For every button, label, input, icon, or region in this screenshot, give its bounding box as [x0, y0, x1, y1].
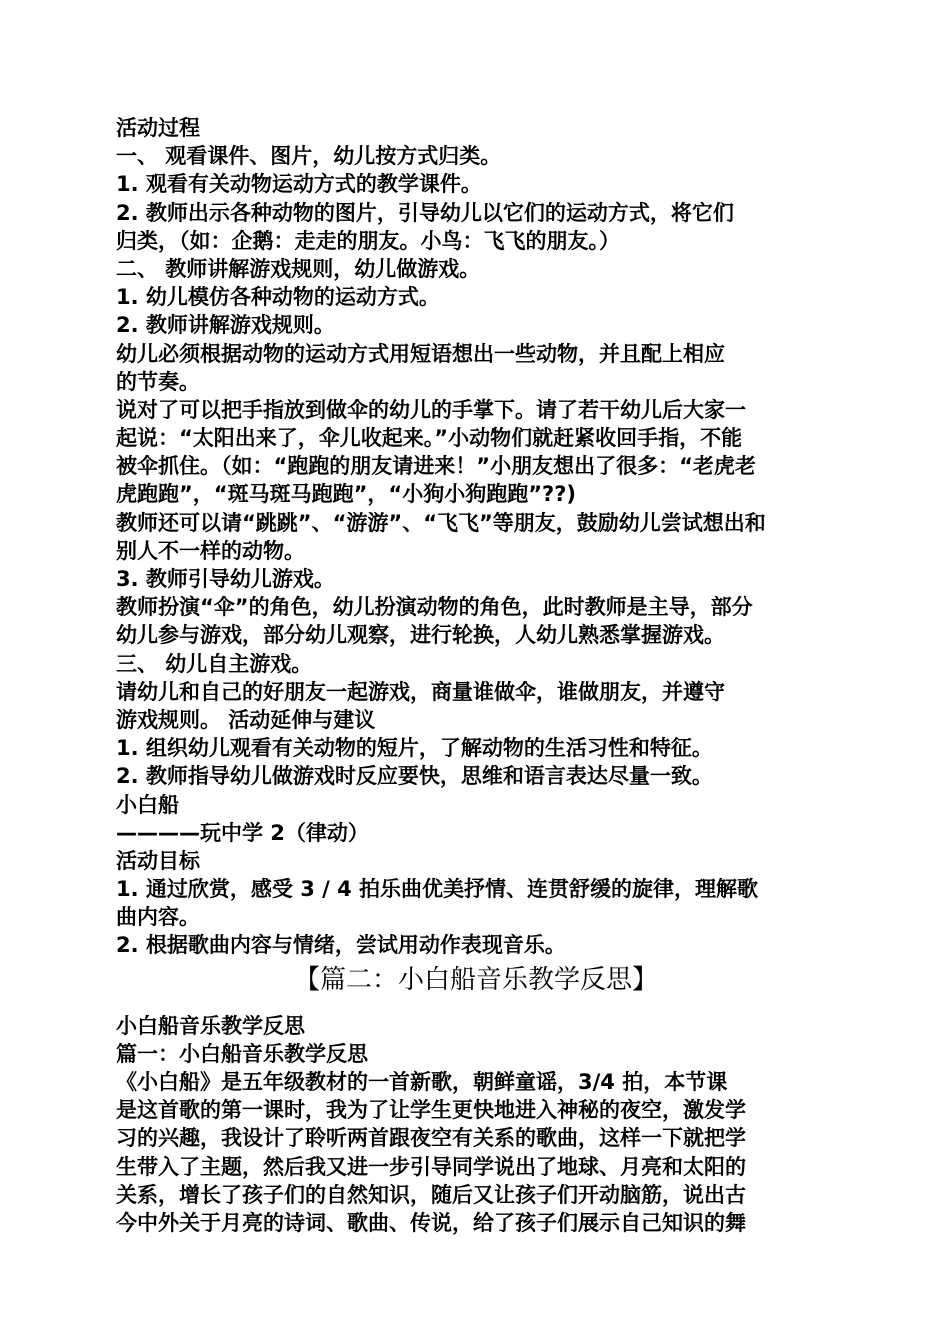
text-line: 教师还可以请“跳跳”、“游游”、“飞飞”等朋友，鼓励幼儿尝试想出和 [116, 510, 766, 535]
section-part1 [116, 114, 836, 960]
text-line: 3. 教师引导幼儿游戏。 [116, 567, 335, 591]
text-line: 篇一：小白船音乐教学反思 [116, 1041, 368, 1066]
text-line: 《小白船》是五年级教材的一首新歌，朝鲜童谣，3/4 拍，本节课 [116, 1070, 728, 1094]
text-line: 是这首歌的第一课时，我为了让学生更快地进入神秘的夜空，激发学 [116, 1098, 746, 1123]
text-line: 2. 根据歌曲内容与情绪，尝试用动作表现音乐。 [116, 933, 566, 958]
text-line: 虎跑跑”，“斑马斑马跑跑”，“小狗小狗跑跑”??) [116, 482, 576, 507]
text-line: 请幼儿和自己的好朋友一起游戏，商量谁做伞，谁做朋友，并遵守 [116, 679, 725, 704]
text-line: 教师扮演“伞”的角色，幼儿扮演动物的角色，此时教师是主导，部分 [116, 595, 753, 620]
section-part2 [116, 1012, 836, 1238]
text-line: 今中外关于月亮的诗词、歌曲、传说，给了孩子们展示自己知识的舞 [116, 1210, 746, 1235]
text-line: 的节奏。 [116, 369, 200, 394]
text-line: 一、 观看课件、图片，幼儿按方式归类。 [116, 144, 502, 169]
text-line: 幼儿必须根据动物的运动方式用短语想出一些动物，并且配上相应 [116, 341, 725, 366]
section-heading: 【篇二：小白船音乐教学反思】 [293, 964, 658, 995]
text-line: 说对了可以把手指放到做伞的幼儿的手掌下。请了若干幼儿后大家一 [116, 397, 746, 422]
text-line: 1. 观看有关动物运动方式的教学课件。 [116, 172, 482, 197]
text-line: 起说：“太阳出来了，伞儿收起来。”小动物们就赶紧收回手指，不能 [116, 426, 743, 451]
document-page [116, 114, 836, 1237]
text-line: 游戏规则。 活动延伸与建议 [116, 707, 376, 732]
text-line: 被伞抓住。（如：“跑跑的朋友请进来！”小朋友想出了很多：“老虎老 [116, 454, 756, 479]
text-line: 习的兴趣，我设计了聆听两首跟夜空有关系的歌曲，这样一下就把学 [116, 1126, 746, 1151]
text-line: 活动过程 [116, 116, 200, 140]
text-line: 二、 教师讲解游戏规则，幼儿做游戏。 [116, 256, 481, 281]
text-line: 2. 教师指导幼儿做游戏时反应要快，思维和语言表达尽量一致。 [116, 764, 713, 789]
text-line: 1. 通过欣赏，感受 3 / 4 拍乐曲优美抒情、连贯舒缓的旋律，理解歌 [116, 877, 759, 902]
text-line: 三、 幼儿自主游戏。 [116, 651, 313, 676]
text-line: 别人不一样的动物。 [116, 538, 305, 563]
text-line: 活动目标 [116, 848, 200, 873]
text-line: 生带入了主题，然后我又进一步引导同学说出了地球、月亮和太阳的 [116, 1154, 746, 1179]
text-line: 曲内容。 [116, 905, 200, 930]
text-line: 2. 教师讲解游戏规则。 [116, 313, 335, 338]
text-line: 小白船 [116, 792, 179, 817]
text-line: 2. 教师出示各种动物的图片，引导幼儿以它们的运动方式，将它们 [116, 200, 734, 225]
text-line: 1. 组织幼儿观看有关动物的短片，了解动物的生活习性和特征。 [116, 736, 713, 761]
text-line: 1. 幼儿模仿各种动物的运动方式。 [116, 285, 440, 310]
text-line: 小白船音乐教学反思 [116, 1013, 305, 1038]
text-line: 关系，增长了孩子们的自然知识，随后又让孩子们开动脑筋，说出古 [116, 1182, 746, 1207]
text-line: 归类，（如：企鹅：走走的朋友。小鸟：飞飞的朋友。） [116, 228, 620, 253]
text-line: ————玩中学 2（律动） [116, 820, 369, 845]
text-line: 幼儿参与游戏，部分幼儿观察，进行轮换，人幼儿熟悉掌握游戏。 [116, 623, 725, 648]
